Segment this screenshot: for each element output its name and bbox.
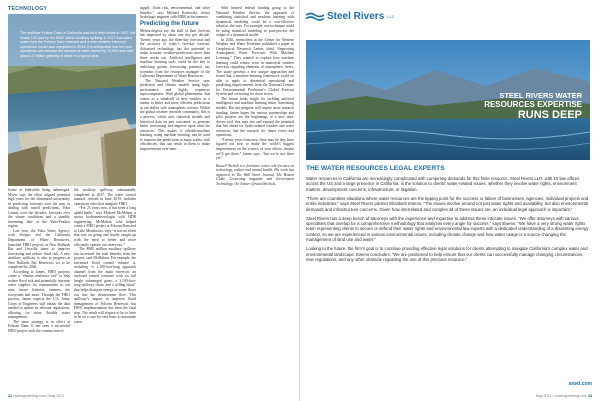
footer-text: civilengineering.com | May 2021 xyxy=(13,394,65,398)
article-column-4 xyxy=(216,6,294,186)
hero-line: RESOURCES EXPERTISE xyxy=(484,100,582,109)
ad-paragraph: Steel Rivers has a deep bench of attorneys with the experience and expertise to address these intricate issues. “We offer attorneys with various specialties that overlap for a comprehensive methodology that analyzes every angle for success,” says Ewens. “We have a very strong water rights team representing clients to secure or defend their water rights and environmental law experts with a dedicated understanding of a dissenting energy context, so we are experienced in various environmental issues, including climate change and how water usage is a source changing the management of land use and water.” xyxy=(306,215,589,243)
ad-paragraph: Water resources in California are increasingly complicated with competing demands for this finite resource. Steel Rivers LLR, with 10 law offices across the US and a large presence in California, is the solution to clients’ water-related issues, whether they involve water rights, environment matters, development concerns, infrastructure, or litigation. xyxy=(306,176,580,192)
subhead: Predicting the future xyxy=(140,20,199,27)
paragraph: With limited federal funding going to the National Weather Service, the approach of combining statistical and machine learning with dynamical modeling could be a cost-effective solution, she says. For example, one technique could be using statistical modeling to post-process the output of a dynamical model. xyxy=(216,6,294,38)
article-column-3 xyxy=(140,6,210,151)
hero-line: RUNS DEEP xyxy=(517,109,582,121)
page-number: 33 xyxy=(588,394,592,398)
dam-photo xyxy=(8,14,136,186)
logo-suffix: LLC xyxy=(387,14,395,19)
ad-paragraph: “There are countless situations where water resources are the tipping point for the success or failure of businesses, agencies, individual projects and entire industries,” says Steel Rivers partner Elizabeth Ewens. “The issues involve around not just water rights and availability, but also environmental demands and infrastructure concerns. Given how interrelated and complex all of these issues are, an individual legal approach is important.” xyxy=(306,195,589,212)
paragraph: house of bulkwhile being submerged. Myers says the effort aligned potential high years for the eliminated uncertainty in predicting forecasts over the past in dealing with runoff predictions, Yuba County over the decades, forecasts over the winter conditions and a steadily increasing lake at the Yuba-Feather region. xyxy=(8,188,70,229)
paragraph: “Twenty years from now, there may be they have figured out how to make the world’s biggest improvement on the science of your efforts, maybe we’ll get there,” James says, “but we’re not there yet.” xyxy=(216,137,294,161)
paragraph: The $900 million auxiliary spillway has increased the total benefits from the project, said McMahon. For example, the increased flood control volume is, including “a 1,100-foot-long approach channel from the main reservoir, an enclosed control structure with six full height submerged gates, a 3,100-foot-long spillway chute, and a stilling basin” that helps dissipate energy as water flows out into the downstream flow. This spillway’s impact to improve flood management of Folsom Reservoir, but FIRO implementation has been the final step. The result will require to be to have to be on a case-by-case basis to maximize water xyxy=(74,247,136,324)
section-tag: TECHNOLOGY xyxy=(8,6,48,12)
paragraph: “For 25 years now, it has been a long uphill battle,” says Michael McMahon, a senior hydrometeorologist with HDR engineering. McMahon, who helped create a FIRO project at Folsom Dam and at Lake Mendocino, says “it was an effort that was on going and finally caught up with the need to better and more efficiently operate our reservoirs.” xyxy=(74,206,136,247)
article-column-1 xyxy=(8,188,70,334)
advertiser-url[interactable]: stoel.com xyxy=(568,381,592,387)
footer-text: May 2021 | civilengineering.com xyxy=(535,394,587,398)
page-footer xyxy=(8,394,64,398)
photo-caption: The multiuse Folsom Dam in California was built after floods in 1937; the nearly 100-foot by the $900 million auxiliary spillway in 2017 that takes water from the Folsom Dam reservoir and a new weather-informed operations model was completed in 2019. It is anticipated that the new operations will increase the amount of water stored by 70,000 acre-feet (about 27 billion gallons) of water in a typical year. xyxy=(20,31,136,58)
paragraph: According to James, FIRO projects create a “climate resilience tool” to help reduce flood risk and potentially increase water supplies for communities in our area, future fisheries, farmers, the ecosystem and more. Through the FIRO process, James expects the U.S. Army Corps of Engineers will obtain the data needed to update its relevant regulations, allowing for more flexible water management. xyxy=(8,269,70,320)
article-column-2 xyxy=(74,188,136,324)
paragraph: The same strategy is in effect at Folsom Dam. It has seen a successful FIRO project with the construction of xyxy=(8,319,70,333)
paragraph: In 2020, researchers at the Center for Western Weather and Water Extremes published a paper in Geophysical Research Letters titled “Improving Atmospheric River Forecasts With Machine Learning.” They wanted to explore how machine learning could reduce error in numerical weather forecasts regarding elements of atmospheric rivers. The study presents a few unique approaches and found that a machine-learning framework could be able to apply to dynamical operational and predicting improvements from the National Centers for Environmental Prediction’s Global Forecast System and correcting for those errors. xyxy=(216,37,294,97)
paragraph: The future looks bright for tackling artificial intelligence and machine learning better forecasting models. But any progress will require more research funding. James hopes the various partnerships and pilot projects are the beginnings of a new data-driven tool, that may test and expand the potential that lies ahead for hydro-related weather and water resources, that the research for future rivers and operations. xyxy=(216,96,294,138)
hero-line: STEEL RIVERS WATER xyxy=(499,91,582,100)
paragraph: the auxiliary spillway, substantially completed in 2017. The water control manual, revised in June 2019, includes operations rules that integrate FIRO. xyxy=(74,188,136,206)
paragraph: The National Weather Service uses prediction and climate models using high-performance and highly expensive supercomputers. With global phenomena, that comes as a standstill of new weather as a means to better and more efficient predictions in our ability with atmospheric science. Within the global weather research community, this is a process, which uses statistical models and historical data on past outcomes, to generate better forecasting and improve upon what the resources. This makes it reliable-machine learning, using machine learning, can be used to improve the predictions at many scales, with efficiencies, that can result in them to make improvements over time. xyxy=(140,78,210,151)
page-number: 32 xyxy=(8,394,12,398)
hero-headline xyxy=(472,92,582,121)
ad-body-text xyxy=(306,176,590,266)
paragraph: Meteorologists say the skill of their forecast has improved by about one day per decade. Twenty years ago, the three-day forecasts had the accuracy of today’s five-day forecast. Advanced technology has the potential to make accurate weather-predictions more than three weeks out. Artificial intelligence and machine learning tools could be the key to unlocking greater forecasting potential, say scientists from the resources manager of the California Department of Water Resources. xyxy=(140,28,210,79)
ad-paragraph: Looking to the future, the firm’s goal is to continue providing effective legal solutions for clients attempting to navigate California’s complex water and environmental landscape. Ewens concludes: “We are positioned to help ensure that our clients can successfully manage changing circumstances, new regulations, and any other obstacle regarding the use of this precious resource.” xyxy=(306,246,588,263)
paragraph: Last year, the Yuba Water Agency, with Scripps and the California Department of Water Resources, launched FIRO projects at New Bullards Bar and Oroville dams to improve forecasting and reduce flood risk. A new auxiliary spillway is also in progress at New Bullards Bar Reservoir, set to be completed by 2026. xyxy=(8,228,70,270)
advertiser-logo xyxy=(306,11,395,22)
logo-text: Steel Rivers xyxy=(327,11,385,22)
page-footer xyxy=(536,394,592,398)
wave-logo-icon xyxy=(306,12,324,21)
advertisement-page xyxy=(300,0,600,401)
paragraph: supply, flood risk, environmental, and other benefits,” says Michael Konieczki, senior hydrologic engineer with HDR in Sacramento. xyxy=(140,6,210,20)
author-bio: Russell Nichols is a freelance writer who focuses on technology, culture and mental health. His work has appeared in The Wall Street Journal, The Boston Globe, Governing magazine and Government Technology. On Twitter @russellnichols. xyxy=(216,163,294,186)
ad-hero-image xyxy=(306,40,590,160)
ad-headline: THE WATER RESOURCES LEGAL EXPERTS xyxy=(306,165,445,172)
